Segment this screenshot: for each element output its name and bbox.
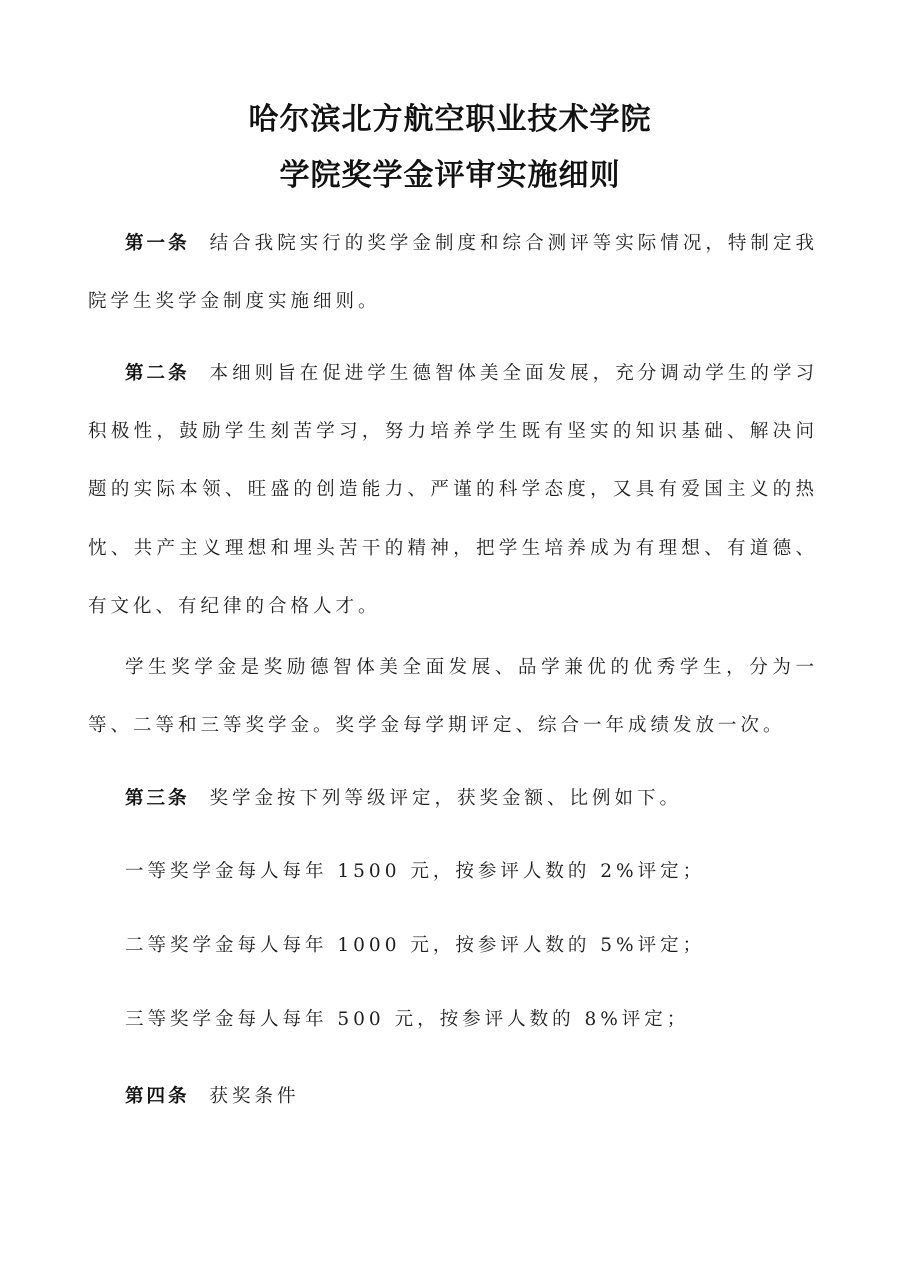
scholarship-description-paragraph: 学生奖学金是奖励德智体美全面发展、品学兼优的优秀学生，分为一等、二等和三等奖学金。奖学金每学期评定、综合一年成绩发放一次。 xyxy=(88,657,818,737)
article-2-label: 第二条 xyxy=(125,363,190,384)
article-3-label: 第三条 xyxy=(125,788,190,809)
article-1-label: 第一条 xyxy=(125,233,190,254)
document-title-line1: 哈尔滨北方航空职业技术学院 xyxy=(248,102,652,137)
article-4-paragraph xyxy=(88,1068,818,1126)
article-2-text: 本细则旨在促进学生德智体美全面发展，充分调动学生的学习积极性，鼓励学生刻苦学习，努力培养学生既有坚实的知识基础、解决问题的实际本领、旺盛的创造能力、严谨的科学态度，又具有爱国主义的热忱、共产主义理想和埋头苦干的精神，把学生培养成为有理想、有道德、有文化、有纪律的合格人才。 xyxy=(88,363,818,617)
article-4-text: 获奖条件 xyxy=(209,1086,300,1107)
document-title-line2: 学院奖学金评审实施细则 xyxy=(279,158,621,193)
third-class-scholarship-line: 三等奖学金每人每年 500 元，按参评人数的 8%评定； xyxy=(125,1009,690,1030)
article-2-paragraph xyxy=(88,345,818,636)
article-3-paragraph xyxy=(88,770,818,828)
article-3-text: 奖学金按下列等级评定，获奖金额、比例如下。 xyxy=(209,788,683,809)
first-class-scholarship-line: 一等奖学金每人每年 1500 元，按参评人数的 2%评定； xyxy=(125,861,706,882)
article-1-paragraph xyxy=(88,215,818,331)
article-1-text: 结合我院实行的奖学金制度和综合测评等实际情况，特制定我院学生奖学金制度实施细则。 xyxy=(88,233,818,313)
article-4-label: 第四条 xyxy=(125,1086,190,1107)
second-class-scholarship-line: 二等奖学金每人每年 1000 元，按参评人数的 5%评定； xyxy=(125,935,706,956)
